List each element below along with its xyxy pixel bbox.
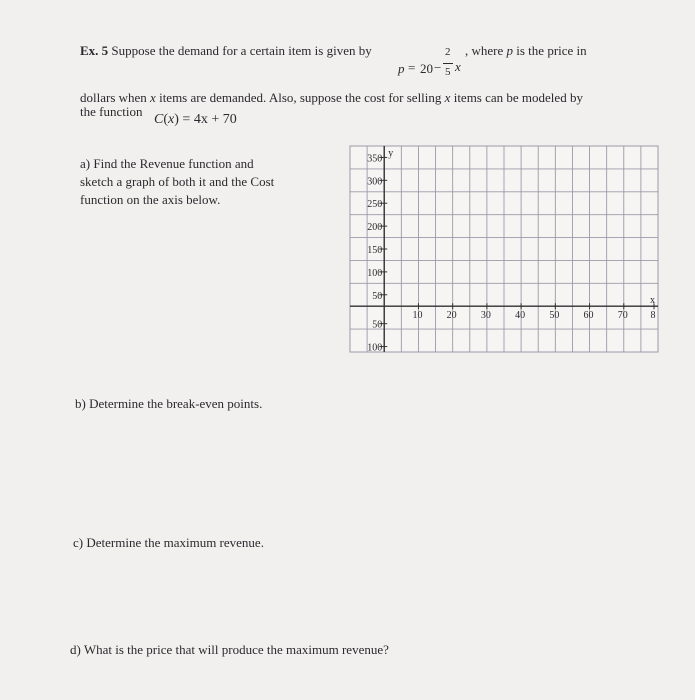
problem-line-3: the function [80, 104, 143, 119]
cost-close: ) [174, 112, 179, 127]
x-tick-label: 40 [515, 310, 526, 322]
part-c: c) Determine the maximum revenue. [73, 535, 264, 550]
eq-minus: − [434, 60, 442, 75]
cost-open: ( [163, 112, 169, 127]
x-tick-label: 70 [617, 310, 628, 322]
y-axis-label: y [388, 148, 394, 159]
x-tick-label: 10 [412, 310, 423, 322]
y-tick-label: 100 [367, 267, 383, 279]
cost-var: x [168, 112, 175, 127]
eq-equals: = [408, 60, 416, 75]
y-tick-label: 350 [367, 153, 383, 165]
x-axis-label: x [650, 295, 655, 307]
comma: , [465, 43, 469, 58]
x-tick-label: 8 [650, 310, 656, 322]
line2-b: items are demanded. Also, suppose the cost for selling [159, 90, 442, 105]
x-tick-label: 60 [583, 310, 594, 322]
exercise-label: Ex. 5 [80, 43, 109, 58]
y-tick-label: 50 [372, 319, 383, 331]
y-tick-label: 200 [367, 222, 383, 234]
problem-intro: Suppose the demand for a certain item is given by [111, 43, 372, 58]
line2-var2: x [444, 90, 451, 105]
eq-denominator: 5 [445, 66, 451, 78]
y-tick-label: 250 [367, 199, 383, 211]
eq-lhs: p [398, 61, 405, 76]
x-tick-label: 50 [549, 310, 560, 322]
y-tick-label: 50 [372, 290, 383, 302]
y-tick-label: 300 [367, 176, 383, 188]
where-text-2: is the price in [516, 43, 587, 58]
cost-eq: = [182, 112, 191, 127]
part-d: d) What is the price that will produce the maximum revenue? [70, 642, 389, 657]
y-tick-label: 100 [367, 342, 383, 354]
cost-rhs: 4x + 70 [193, 112, 237, 127]
eq-const: 20 [420, 61, 433, 76]
part-b: b) Determine the break-even points. [75, 396, 263, 411]
cost-name: C [154, 112, 164, 127]
part-a-line-3: function on the axis below. [80, 192, 221, 207]
x-tick-label: 30 [480, 310, 491, 322]
eq-numerator: 2 [445, 46, 451, 58]
where-var: p [506, 43, 514, 58]
where-text: where [471, 43, 504, 58]
line2-c: items can be modeled by [453, 90, 583, 105]
x-tick-label: 20 [446, 310, 457, 322]
part-a-line-2: sketch a graph of both it and the Cost [80, 174, 275, 189]
y-tick-label: 150 [367, 245, 383, 256]
part-a-line-1: a) Find the Revenue function and [80, 156, 254, 171]
line2-var: x [150, 90, 156, 105]
line2-a: dollars when [80, 90, 147, 105]
eq-var: x [455, 59, 461, 74]
